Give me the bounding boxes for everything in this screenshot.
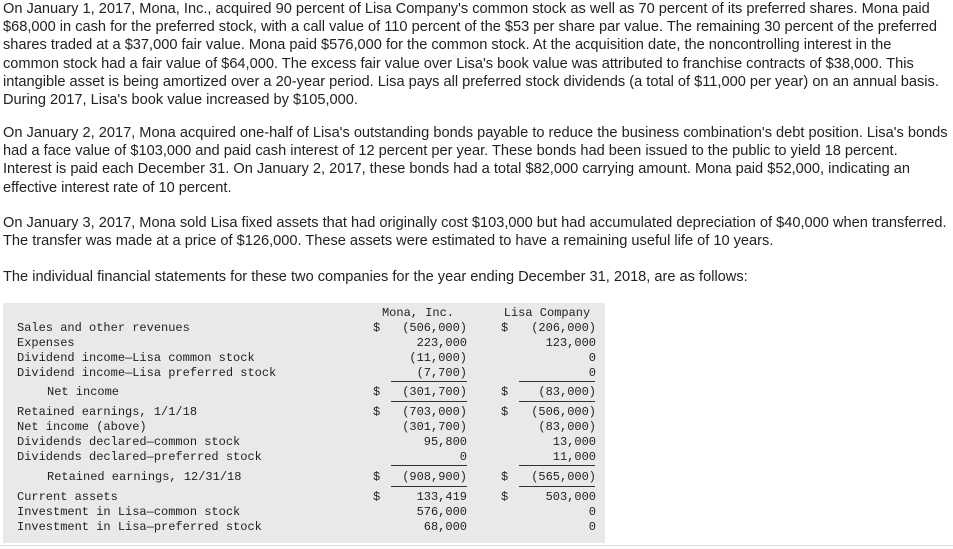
lisa-value: 11,000 xyxy=(552,450,596,464)
lisa-value: (506,000) xyxy=(531,405,596,419)
table-row xyxy=(3,336,605,351)
total-rule xyxy=(391,486,467,487)
row-label: Investment in Lisa—common stock xyxy=(17,505,241,519)
paragraph-acquisition: On January 1, 2017, Mona, Inc., acquired 90 percent of Lisa Company's common stock as well as 70 percent of its preferred shares. Mona paid $68,000 in cash for the preferred stock, with a call value of 110 percent of the $53 per share par value. The remaining 30 percent of the preferred shares traded at a $37,000 fair value. Mona paid $576,000 for the common stock. At the acquisition date, the noncontrolling interest in the common stock had a fair value of $64,000. The excess fair value over Lisa's book value was attributed to franchise contracts of $38,000. This intangible asset is being amortized over a 20-year period. Lisa pays all preferred stock dividends (a total of $11,000 per year) on an annual basis. During 2017, Lisa's book value increased by $105,000. xyxy=(3,1,939,109)
subtotal-rule xyxy=(391,465,467,466)
lisa-value: (83,000) xyxy=(538,420,596,434)
row-label: Retained earnings, 12/31/18 xyxy=(47,470,242,484)
row-label: Dividends declared—preferred stock xyxy=(17,450,262,464)
page-divider xyxy=(0,545,953,546)
mona-value: (11,000) xyxy=(409,351,467,365)
mona-value: 68,000 xyxy=(423,520,467,534)
mona-value: 223,000 xyxy=(416,336,467,350)
row-label: Dividend income—Lisa common stock xyxy=(17,351,255,365)
paragraph-fixed-assets: On January 3, 2017, Mona sold Lisa fixed assets that had originally cost $103,000 but had accumulated depreciation of $40,000 when transferred. The transfer was made at a price of $126,000. These assets were estimated to have a remaining useful life of 10 years. xyxy=(3,215,947,250)
table-row xyxy=(3,450,605,465)
lisa-value: 0 xyxy=(588,520,596,534)
total-rule xyxy=(519,486,595,487)
lisa-value: 123,000 xyxy=(545,336,596,350)
lisa-value: 13,000 xyxy=(552,435,596,449)
row-label: Sales and other revenues xyxy=(17,321,190,335)
currency-symbol: $ xyxy=(373,405,381,419)
mona-value: (301,700) xyxy=(402,420,467,434)
mona-value: (301,700) xyxy=(402,385,467,399)
lisa-value: 0 xyxy=(588,351,596,365)
row-label: Net income (above) xyxy=(17,420,147,434)
currency-symbol: $ xyxy=(501,405,509,419)
lisa-value: (206,000) xyxy=(531,321,596,335)
table-row xyxy=(3,490,605,505)
paragraph-bonds: On January 2, 2017, Mona acquired one-half of Lisa's outstanding bonds payable to reduce the business combination's debt position. Lisa's bonds had a face value of $103,000 and paid cash interest of 12 percent per year. These bonds had been issued to the public to yield 18 percent. Interest is paid each December 31. On January 2, 2017, these bonds had a total $82,000 carrying amount. Mona paid $52,000, indicating an effective interest rate of 10 percent. xyxy=(3,125,948,196)
total-rule xyxy=(519,401,595,402)
mona-value: 133,419 xyxy=(416,490,467,504)
table-row xyxy=(3,366,605,381)
header-mona: Mona, Inc. xyxy=(381,306,454,320)
currency-symbol: $ xyxy=(501,321,509,335)
mona-value: 95,800 xyxy=(423,435,467,449)
subtotal-rule xyxy=(519,465,595,466)
subtotal-rule xyxy=(391,381,467,382)
row-label: Retained earnings, 1/1/18 xyxy=(17,405,198,419)
mona-value: (7,700) xyxy=(416,366,467,380)
table-row xyxy=(3,505,605,520)
mona-value: (506,000) xyxy=(402,321,467,335)
lisa-value: 0 xyxy=(588,505,596,519)
lisa-value: 0 xyxy=(588,366,596,380)
currency-symbol: $ xyxy=(373,385,381,399)
lisa-value: (565,000) xyxy=(531,470,596,484)
mona-value: (703,000) xyxy=(402,405,467,419)
header-lisa: Lisa Company xyxy=(503,306,591,320)
table-row xyxy=(3,520,605,535)
row-label: Expenses xyxy=(17,336,75,350)
currency-symbol: $ xyxy=(501,490,509,504)
table-row xyxy=(3,321,605,336)
row-label: Net income xyxy=(47,385,120,399)
table-row xyxy=(3,385,605,400)
table-header-row xyxy=(3,306,605,321)
lisa-value: (83,000) xyxy=(538,385,596,399)
currency-symbol: $ xyxy=(373,321,381,335)
total-rule xyxy=(391,401,467,402)
mona-value: (908,900) xyxy=(402,470,467,484)
table-row xyxy=(3,405,605,420)
table-row xyxy=(3,470,605,485)
paragraph-statements-intro: The individual financial statements for these two companies for the year ending December 31, 2018, are as follows: xyxy=(3,269,748,285)
table-row xyxy=(3,420,605,435)
currency-symbol: $ xyxy=(373,490,381,504)
mona-value: 576,000 xyxy=(416,505,467,519)
subtotal-rule xyxy=(519,381,595,382)
mona-value: 0 xyxy=(459,450,467,464)
table-row xyxy=(3,351,605,366)
row-label: Dividends declared—common stock xyxy=(17,435,241,449)
row-label: Current assets xyxy=(17,490,118,504)
lisa-value: 503,000 xyxy=(545,490,596,504)
table-row xyxy=(3,435,605,450)
row-label: Investment in Lisa—preferred stock xyxy=(17,520,262,534)
row-label: Dividend income—Lisa preferred stock xyxy=(17,366,277,380)
financial-statements-table xyxy=(3,303,605,543)
currency-symbol: $ xyxy=(501,470,509,484)
currency-symbol: $ xyxy=(373,470,381,484)
currency-symbol: $ xyxy=(501,385,509,399)
